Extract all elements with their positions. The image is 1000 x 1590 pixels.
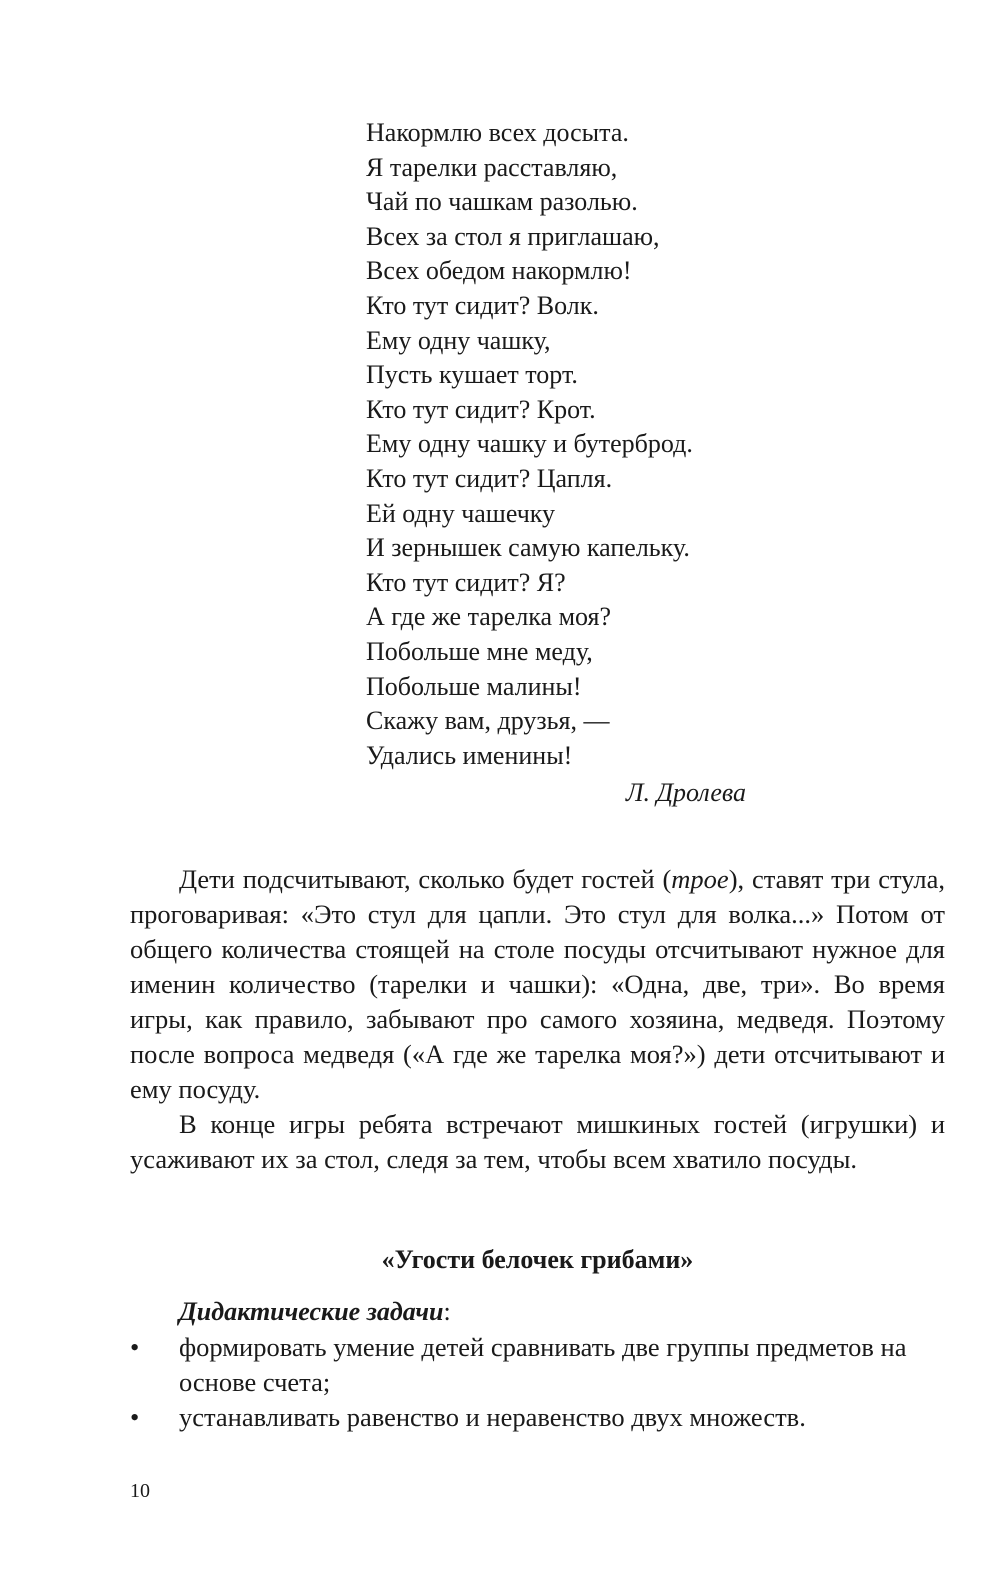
tasks-heading-text: Дидактические задачи (179, 1297, 444, 1326)
poem-line: Ей одну чашечку (366, 498, 556, 528)
poem-line: Всех обедом накормлю! (366, 256, 632, 286)
paragraph-text: ), ставят три стула, проговаривая: «Это стул для цапли. Это стул для волка...» Потом от общего количества стоящей на столе посуды отсчитывают нужное для именин количество (тарелки и чашки): «Одна, две, три». Во время игры, как правило, забывают про самого хозяина, медведя. Поэтому после вопроса медведя («А где же тарелка моя?») дети отсчитывают и ему посуду. (130, 864, 945, 1104)
tasks-heading-colon: : (443, 1297, 451, 1326)
paragraph-game-description (130, 862, 945, 1107)
poem-line: А где же тарелка моя? (366, 602, 612, 632)
poem-line: И зернышек самую капельку. (366, 533, 690, 563)
paragraph-game-ending: В конце игры ребята встречают мишкиных гостей (игрушки) и усаживают их за стол, следя за тем, чтобы всем хватило посуды. (130, 1109, 945, 1174)
poem-line: Ему одну чашку и бутерброд. (366, 429, 693, 459)
poem-line: Ему одну чашку, (366, 325, 551, 355)
poem-line: Побольше мне меду, (366, 636, 593, 666)
poem-line: Пусть кушает торт. (366, 360, 578, 390)
paragraph-emphasis: трое (671, 864, 729, 894)
tasks-list (130, 1330, 945, 1435)
bullet-icon: • (130, 1402, 140, 1432)
poem-line: Чай по чашкам разолью. (366, 187, 638, 217)
paragraph-text: Дети подсчитывают, сколько будет гостей ( (179, 864, 672, 894)
page-number: 10 (130, 1480, 150, 1502)
poem-line: Кто тут сидит? Я? (366, 567, 566, 597)
poem-line: Побольше малины! (366, 671, 582, 701)
poem-author: Л. Дролева (625, 778, 746, 807)
poem-line: Кто тут сидит? Крот. (366, 394, 596, 424)
list-item-text: формировать умение детей сравнивать две группы предметов на основе счета; (179, 1332, 907, 1397)
poem-line: Я тарелки расставляю, (366, 152, 618, 182)
bullet-icon: • (130, 1332, 140, 1362)
game-title: «Угости белочек грибами» (381, 1245, 694, 1274)
list-item (130, 1330, 945, 1400)
tasks-heading (179, 1295, 451, 1329)
poem-line: Всех за стол я приглашаю, (366, 221, 660, 251)
poem-line: Удались именины! (366, 740, 573, 770)
poem-line: Кто тут сидит? Волк. (366, 290, 599, 320)
poem-line: Скажу вам, друзья, — (366, 706, 610, 736)
poem-line: Накормлю всех досыта. (366, 118, 629, 147)
poem (366, 116, 786, 773)
list-item-text: устанавливать равенство и неравенство двух множеств. (179, 1402, 806, 1432)
list-item (130, 1400, 945, 1435)
poem-line: Кто тут сидит? Цапля. (366, 463, 613, 493)
